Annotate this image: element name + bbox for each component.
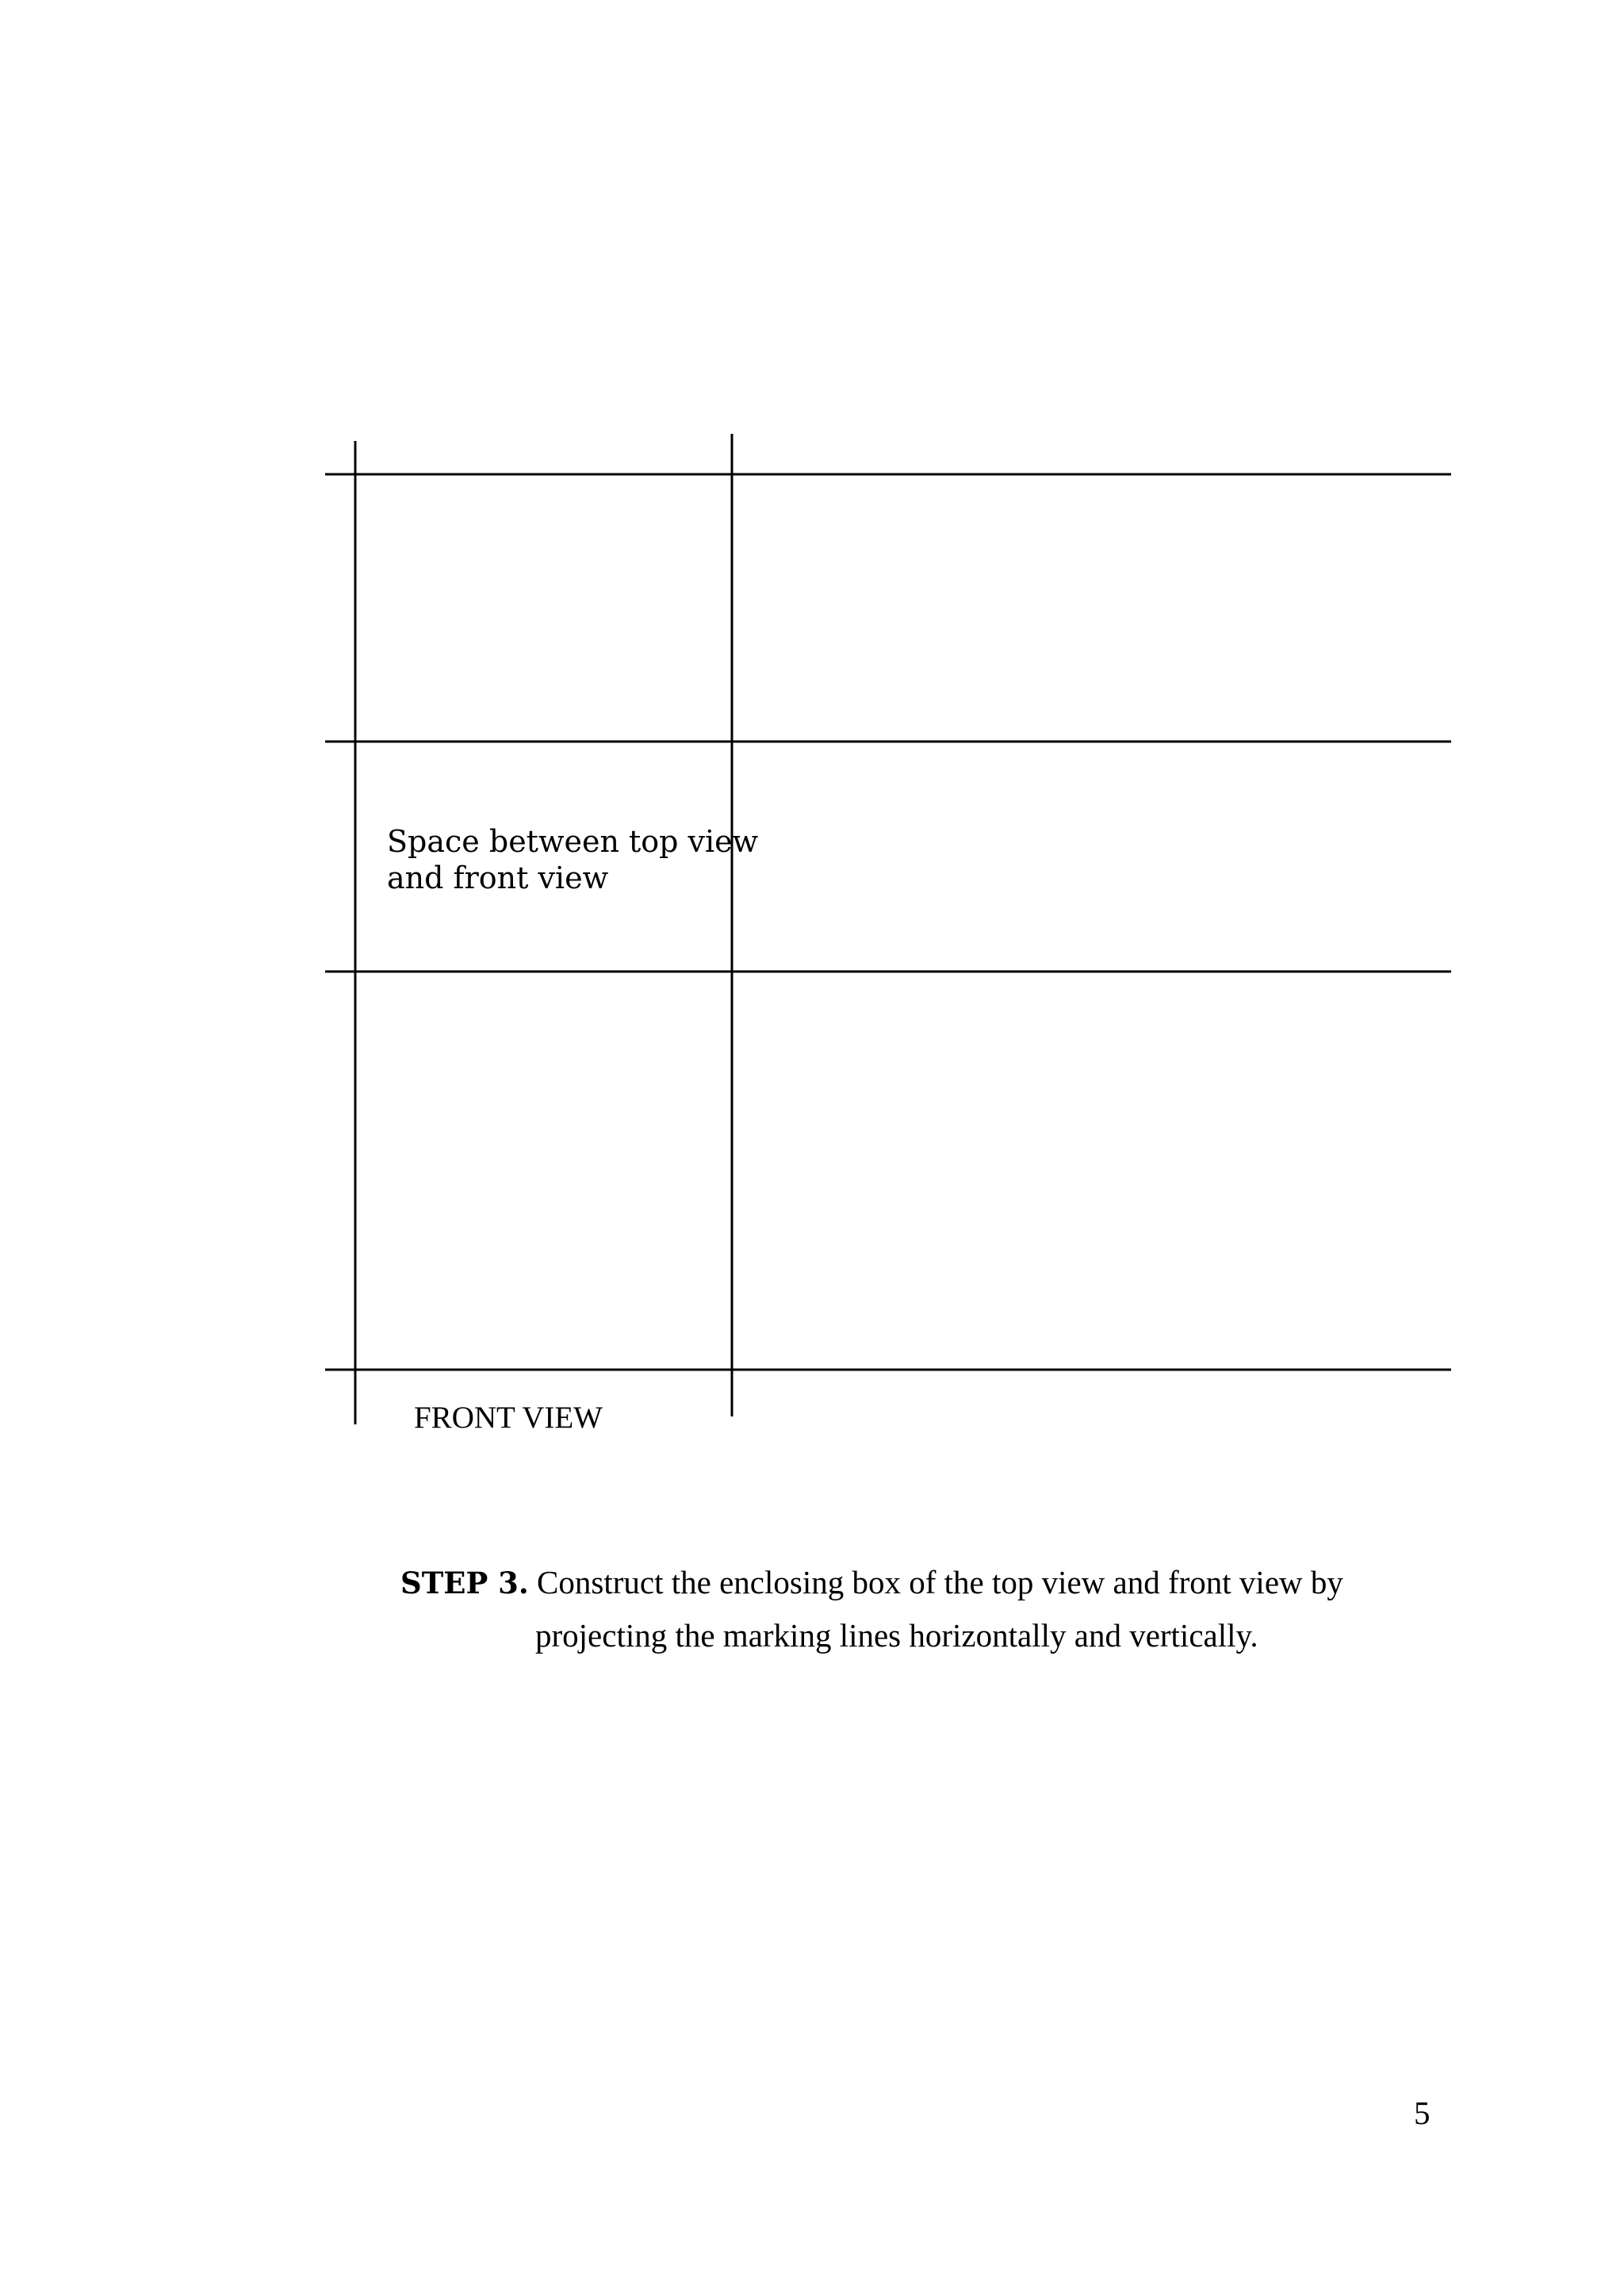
space-between-views-label [387, 823, 759, 896]
page-number: 5 [1414, 2095, 1431, 2131]
front-view-label: FRONT VIEW [414, 1401, 603, 1435]
step-instruction-line-1 [400, 1556, 1511, 1609]
step-text-line-2: projecting the marking lines horizontally and vertically. [535, 1617, 1258, 1654]
space-label-line-1: Space between top view [387, 824, 759, 859]
space-label-line-2: and front view [387, 861, 609, 895]
step-text-line-1: Construct the enclosing box of the top view and front view by [537, 1564, 1343, 1600]
step-label: STEP 3. [400, 1566, 529, 1600]
step-instruction [400, 1556, 1511, 1662]
